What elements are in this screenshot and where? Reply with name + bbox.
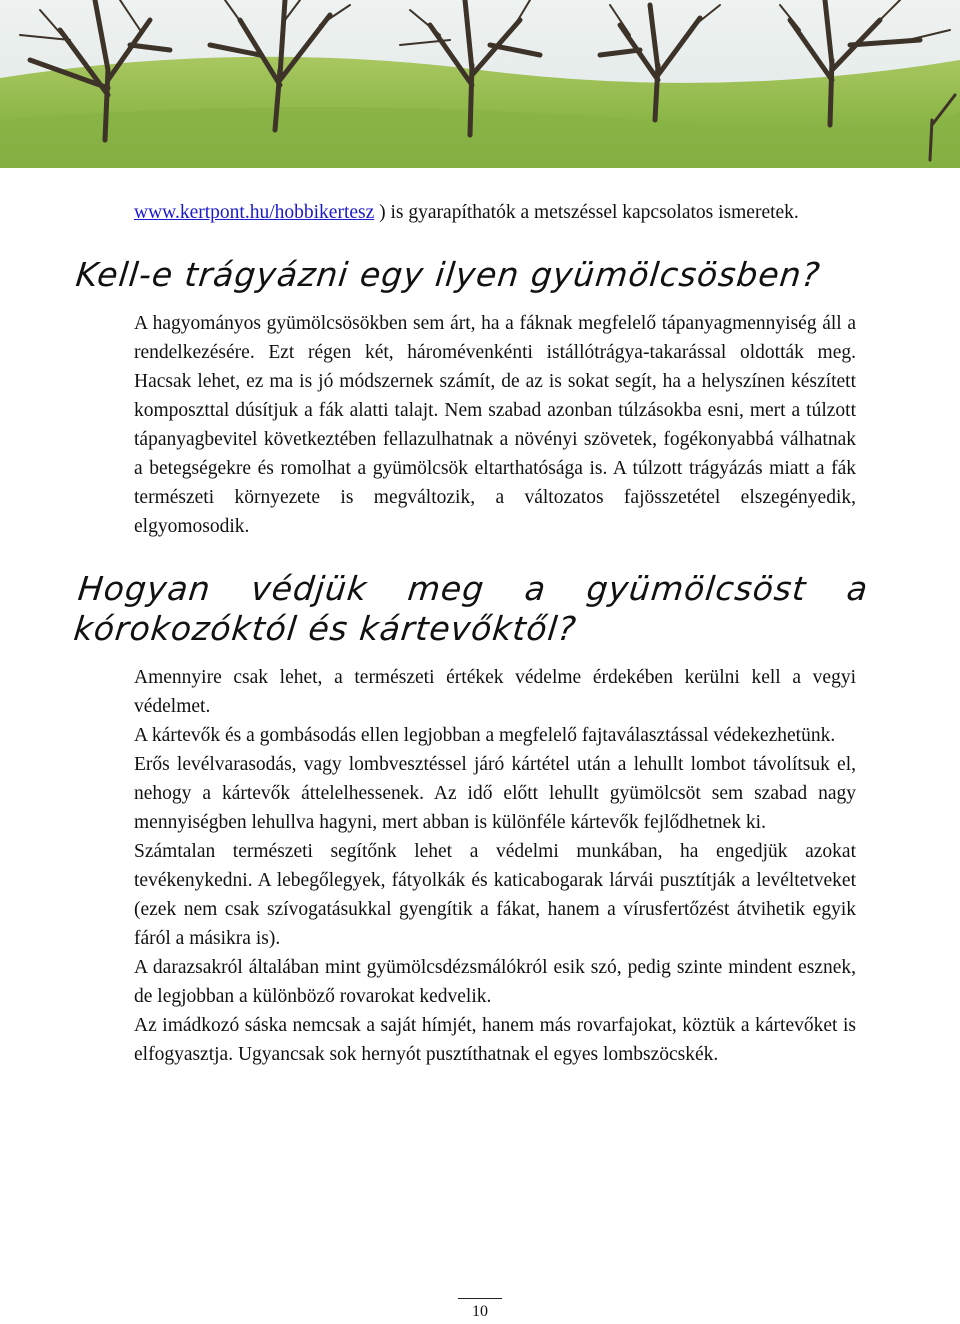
protection-paragraph-6: Az imádkozó sáska nemcsak a saját hímjét, hanem más rovarfajokat, köztük a kártevőket is elfogyasztja. Ugyancsak sok hernyót pusztíthatnak el egyes lombszöcskék. (134, 1015, 856, 1065)
page-number: 10 (472, 1303, 488, 1320)
protection-paragraph-2: A kártevők és a gombásodás ellen legjobban a megfelelő fajtaválasztással védekezhetünk. (134, 725, 836, 746)
kertpont-link[interactable]: www.kertpont.hu/hobbikertesz (134, 202, 375, 223)
protection-paragraph-1: Amennyire csak lehet, a természeti értékek védelme érdekében kerülni kell a vegyi védelmet. (134, 667, 856, 717)
fertilization-paragraph: A hagyományos gyümölcsösökben sem árt, ha a fáknak megfelelő tápanyagmennyiség áll a rendelkezésére. Ezt régen két, háromévenkénti istállótrágya-takarással oldották meg. Hacsak lehet, ez ma is jó módszernek számít, de az is sokat segít, ha a helyszínen készített komposzttal dúsítjuk a fák alatti talajt. Nem szabad azonban túlzásokba esni, mert a túlzott tápanyagbevitel következtében fellazulhatnak a növényi szövetek, fogékonyabbá válhatnak a betegségekre és romolhat a gyümölcsök eltarthatósága is. A túlzott trágyázás miatt a fák természeti környezete is megváltozik, a változatos fajösszetétel elszegényedik, elgyomosodik. (134, 313, 856, 537)
protection-paragraph-5: A darazsakról általában mint gyümölcsdézsmálókról esik szó, pedig szinte mindent esznek, de legjobban a különböző rovarokat kedvelik. (134, 957, 856, 1007)
protection-paragraph-4: Számtalan természeti segítőnk lehet a védelmi munkában, ha engedjük azokat tevékenykedni. A lebegőlegyek, fátyolkák és katicabogarak lárvái pusztítják a levéltetveket (ezek nem csak szívogatásukkal gyengítik a fákat, hanem a vírusfertőzést átvihetik egyik fáról a másikra is). (134, 841, 856, 949)
orchard-banner-image (0, 0, 960, 168)
orchard-illustration (0, 0, 960, 168)
page-footer (455, 1298, 505, 1321)
intro-paragraph (134, 198, 856, 227)
footer-rule (458, 1298, 502, 1299)
page-content (71, 198, 871, 1069)
intro-rest-text: ) is gyarapíthatók a metszéssel kapcsolatos ismeretek. (374, 202, 799, 223)
protection-paragraph-3: Erős levélvarasodás, vagy lombvesztéssel járó kártétel után a lehullt lombot távolítsuk el, nehogy a kártevők áttelelhessenek. Az idő előtt lehullt gyümölcsöt sem szabad nagy mennyiségben lehullva hagyni, mert abban is különféle kártevők fejlődhetnek ki. (134, 754, 856, 833)
fertilization-heading: Kell-e trágyázni egy ilyen gyümölcsösben? (74, 255, 823, 294)
protection-heading: Hogyan védjük meg a gyümölcsöst a kórokozóktól és kártevőktől? (71, 569, 871, 648)
